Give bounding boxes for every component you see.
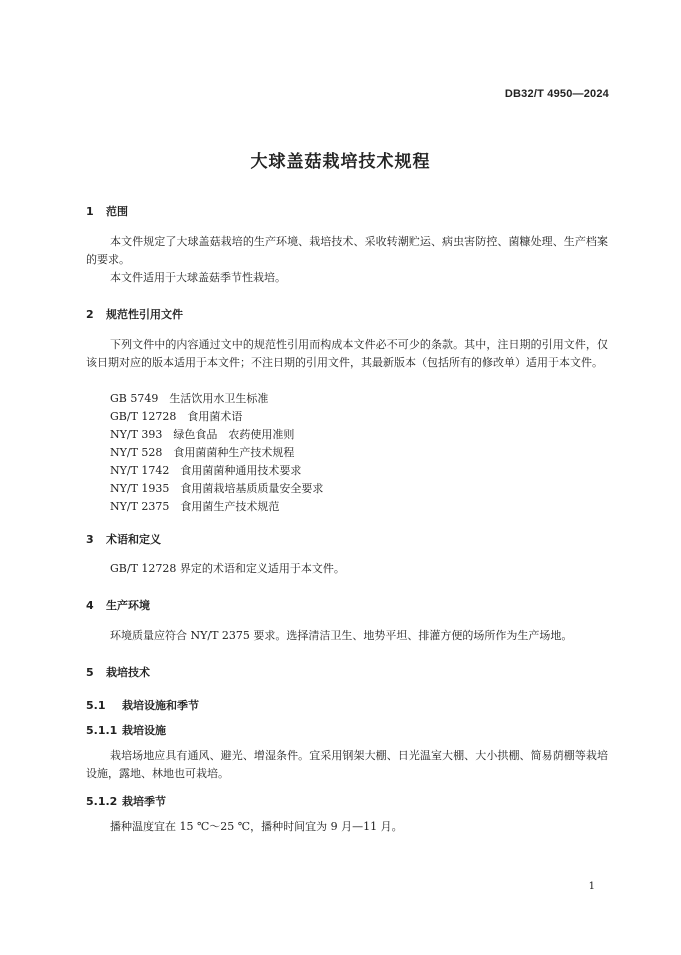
section-3-heading: [86, 531, 161, 547]
section-title: 范围: [106, 205, 128, 218]
reference-item: NY/T 393 绿色食品 农药使用准则: [110, 428, 295, 441]
reference-item: GB/T 12728 食用菌术语: [110, 410, 243, 423]
subsection-5-1-1-paragraph: 栽培场地应具有通风、避光、增湿条件。宜采用钢架大棚、日光温室大棚、大小拱棚、简易荫棚等栽培设施，露地、林地也可栽培。: [86, 749, 608, 780]
subsection-5-1-2-heading: [86, 793, 166, 809]
section-3-paragraph-1: GB/T 12728 界定的术语和定义适用于本文件。: [110, 562, 345, 575]
section-4-heading: [86, 597, 150, 613]
page-number: 1: [588, 881, 595, 892]
section-number: 4: [86, 599, 94, 612]
reference-item: NY/T 2375 食用菌生产技术规范: [110, 500, 280, 513]
subsection-5-1-2-paragraph: 播种温度宜在 15 ℃～25 ℃，播种时间宜为 9 月—11 月。: [110, 820, 403, 833]
document-title: 大球盖菇栽培技术规程: [250, 152, 431, 172]
section-title: 栽培技术: [106, 666, 150, 679]
section-number: 3: [86, 533, 94, 546]
section-number: 5.1.2: [86, 795, 118, 808]
section-title: 栽培设施和季节: [122, 699, 199, 712]
subsection-5-1-1-heading: [86, 722, 166, 738]
reference-item: NY/T 528 食用菌菌种生产技术规程: [110, 446, 295, 459]
section-1-heading: [86, 203, 128, 219]
section-number: 1: [86, 205, 94, 218]
section-5-heading: [86, 664, 150, 680]
reference-item: NY/T 1935 食用菌栽培基质质量安全要求: [110, 482, 324, 495]
section-number: 5.1.1: [86, 724, 118, 737]
section-number: 2: [86, 308, 94, 321]
section-title: 规范性引用文件: [106, 308, 183, 321]
section-number: 5: [86, 666, 94, 679]
section-title: 术语和定义: [106, 533, 161, 546]
section-title: 栽培设施: [122, 724, 166, 737]
subsection-5-1-heading: [86, 697, 199, 713]
section-title: 栽培季节: [122, 795, 166, 808]
section-1-paragraph-1: 本文件规定了大球盖菇栽培的生产环境、栽培技术、采收转潮贮运、病虫害防控、菌糠处理、生产档案的要求。: [86, 235, 608, 266]
reference-item: NY/T 1742 食用菌菌种通用技术要求: [110, 464, 302, 477]
section-2-paragraph-1: 下列文件中的内容通过文中的规范性引用而构成本文件必不可少的条款。其中，注日期的引用文件，仅该日期对应的版本适用于本文件；不注日期的引用文件，其最新版本（包括所有的修改单）适用于本文件。: [86, 338, 608, 369]
section-4-paragraph-1: 环境质量应符合 NY/T 2375 要求。选择清洁卫生、地势平坦、排灌方便的场所作为生产场地。: [110, 629, 573, 642]
section-title: 生产环境: [106, 599, 150, 612]
section-2-heading: [86, 306, 183, 322]
standard-code: DB32/T 4950—2024: [504, 88, 609, 100]
section-number: 5.1: [86, 699, 106, 712]
reference-item: GB 5749 生活饮用水卫生标准: [110, 392, 269, 405]
section-1-paragraph-2: 本文件适用于大球盖菇季节性栽培。: [110, 271, 286, 284]
